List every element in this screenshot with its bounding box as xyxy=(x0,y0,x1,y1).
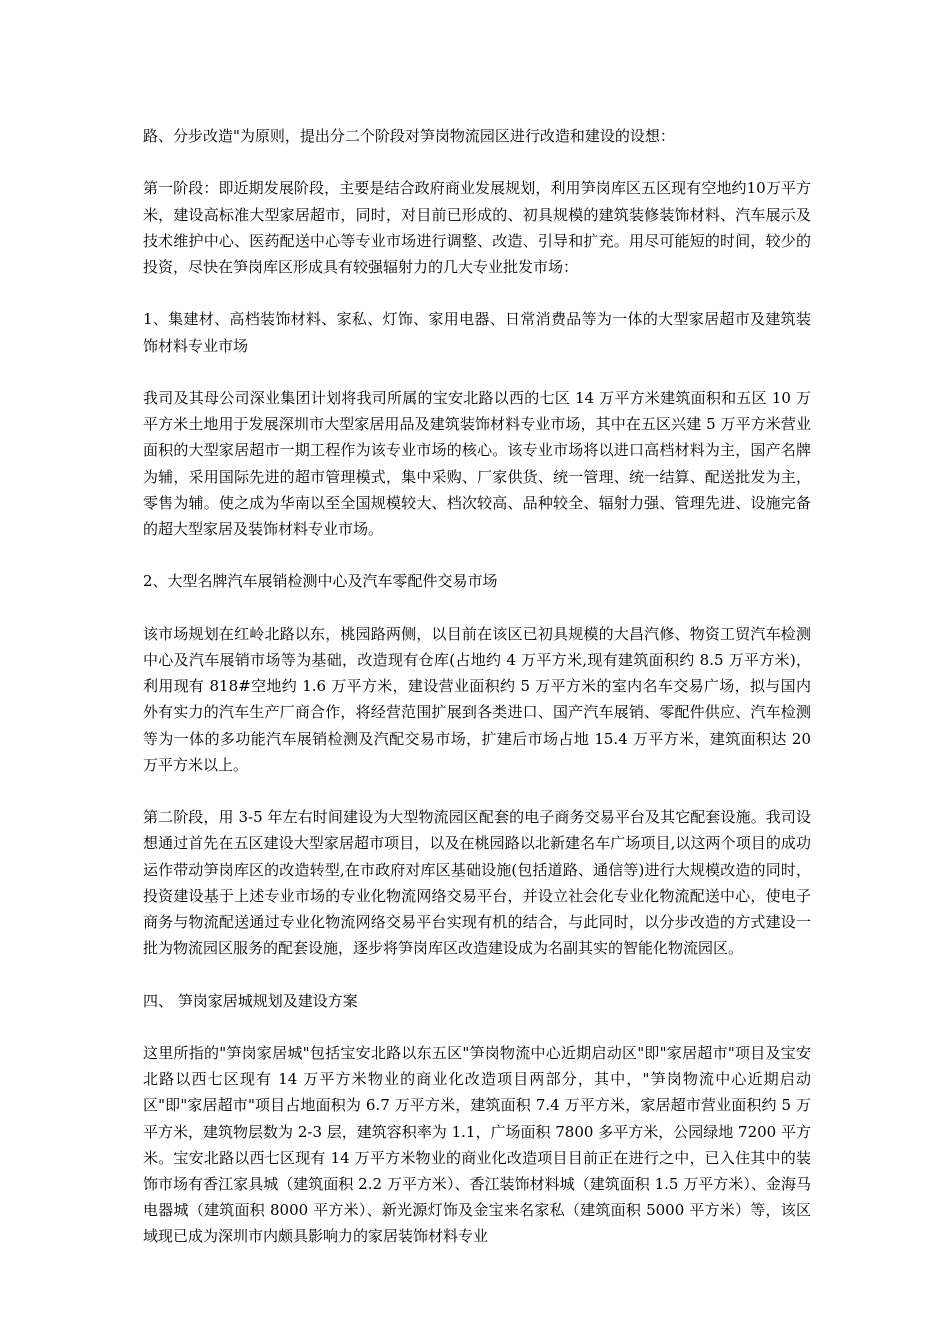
paragraph-item-1-heading: 1、集建材、高档装饰材料、家私、灯饰、家用电器、日常消费品等为一体的大型家居超市及建筑装饰材料专业市场 xyxy=(143,310,811,355)
paragraph-section-four-body: 这里所指的"笋岗家居城"包括宝安北路以东五区"笋岗物流中心近期启动区"即"家居超市"项目及宝安北路以西七区现有 14 万平方米物业的商业化改造项目两部分，其中，"笋岗物流中心近期启动区"即"家居超市"项目占地面积为 6.7 万平方米，建筑面积 7.4 万平方米，家居超市营业面积约 5 万平方米，建筑物层数为 2-3 层，建筑容积率为 1.1，广场面积 7800 多平方米，公园绿地 7200 平方米。宝安北路以西七区现有 14 万平方米物业的商业化改造项目目前正在进行之中，已入住其中的装饰市场有香江家具城（建筑面积 2.2 万平方米）、香江装饰材料城（建筑面积 1.5 万平方米）、金海马电器城（建筑面积 8000 平方米）、新光源灯饰及金宝来名家私（建筑面积 5000 平方米）等，该区域现已成为深圳市内颇具影响力的家居装饰材料专业 xyxy=(143,1043,811,1246)
paragraph-item-1-body: 我司及其母公司深业集团计划将我司所属的宝安北路以西的七区 14 万平方米建筑面积和五区 10 万平方米土地用于发展深圳市大型家居用品及建筑装饰材料专业市场，其中在五区兴建 5 万平方米营业面积的大型家居超市一期工程作为该专业市场的核心。该专业市场将以进口高档材料为主，国产名牌为辅，采用国际先进的超市管理模式，集中采购、厂家供货、统一管理、统一结算、配送批发为主，零售为辅。使之成为华南以至全国规模较大、档次较高、品种较全、辐射力强、管理先进、设施完备的超大型家居及装饰材料专业市场。 xyxy=(143,388,811,538)
document-body xyxy=(143,123,811,1250)
paragraph-item-2-body: 该市场规划在红岭北路以东，桃园路两侧，以目前在该区已初具规模的大昌汽修、物资工贸汽车检测中心及汽车展销市场等为基础，改造现有仓库(占地约 4 万平方米,现有建筑面积约 8.5 万平方米)，利用现有 818#空地约 1.6 万平方米，建设营业面积约 5 万平方米的室内名车交易广场，拟与国内外有实力的汽车生产厂商合作，将经营范围扩展到各类进口、国产汽车展销、零配件供应、汽车检测等为一体的多功能汽车展销检测及汽配交易市场，扩建后市场占地 15.4 万平方米，建筑面积达 20 万平方米以上。 xyxy=(143,624,811,774)
paragraph-phase-two: 第二阶段，用 3-5 年左右时间建设为大型物流园区配套的电子商务交易平台及其它配套设施。我司设想通过首先在五区建设大型家居超市项目，以及在桃园路以北新建名车广场项目,以这两个项目的成功运作带动笋岗库区的改造转型,在市政府对库区基础设施(包括道路、通信等)进行大规模改造的同时，投资建设基于上述专业市场的专业化物流网络交易平台，并设立社会化专业化物流配送中心，使电子商务与物流配送通过专业化物流网络交易平台实现有机的结合，与此同时，以分步改造的方式建设一批为物流园区服务的配套设施，逐步将笋岗库区改造建设成为名副其实的智能化物流园区。 xyxy=(143,808,811,958)
paragraph-item-2-heading: 2、大型名牌汽车展销检测中心及汽车零配件交易市场 xyxy=(143,572,498,591)
paragraph-phase-one: 第一阶段：即近期发展阶段，主要是结合政府商业发展规划，利用笋岗库区五区现有空地约10万平方米，建设高标准大型家居超市，同时，对目前已形成的、初具规模的建筑装修装饰材料、汽车展示及技术维护中心、医药配送中心等专业市场进行调整、改造、引导和扩充。用尽可能短的时间，较少的投资，尽快在笋岗库区形成具有较强辐射力的几大专业批发市场： xyxy=(143,179,811,276)
paragraph-intro-continuation: 路、分步改造"为原则，提出分二个阶段对笋岗物流园区进行改造和建设的设想： xyxy=(143,127,675,145)
section-heading-four: 四、 笋岗家居城规划及建设方案 xyxy=(143,991,358,1010)
